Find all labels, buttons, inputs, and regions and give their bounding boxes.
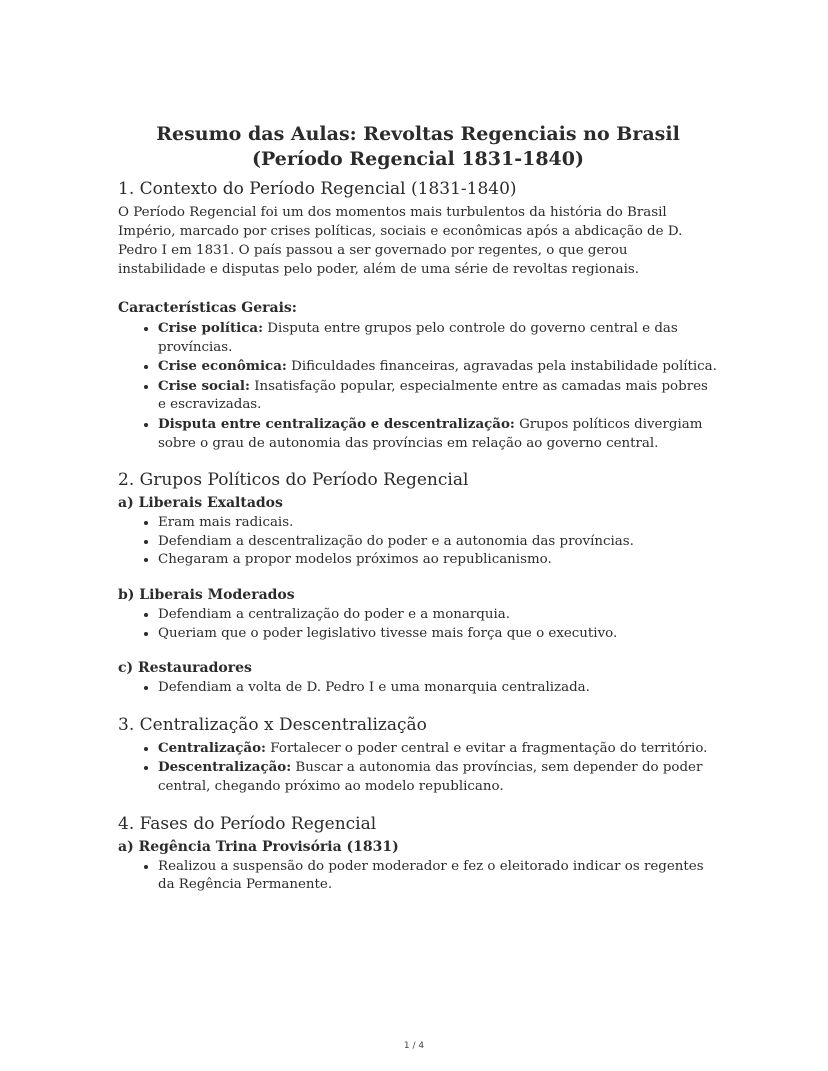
- item-term: Crise política:: [158, 320, 264, 336]
- item-text: Buscar a autonomia das províncias, sem depender do poder central, chegando próximo ao modelo republicano.: [158, 760, 703, 794]
- list-item: • Realizou a suspensão do poder moderador e fez o eleitorado indicar os regentes da Regência Permanente.: [158, 858, 718, 895]
- item-term: Disputa entre centralização e descentralização:: [158, 415, 515, 432]
- list-item: [158, 377, 718, 415]
- centralization-list: [118, 739, 718, 797]
- list-item: • Defendiam a volta de D. Pedro I e uma monarquia centralizada.: [158, 679, 718, 698]
- item-term: Crise econômica:: [158, 358, 287, 375]
- group-liberais-exaltados-heading: a) Liberais Exaltados: [118, 495, 283, 512]
- characteristics-list: [118, 319, 718, 453]
- item-text: Dificuldades financeiras, agravadas pela instabilidade política.: [286, 359, 717, 375]
- item-term: Centralização:: [158, 739, 266, 756]
- item-text: Grupos políticos divergiam sobre o grau de autonomia das províncias em relação ao governo central.: [158, 416, 703, 451]
- list-item: [158, 415, 718, 453]
- group-liberais-moderados-list: [118, 606, 718, 643]
- list-item: • Chegaram a propor modelos próximos ao republicanismo.: [158, 551, 718, 570]
- item-term: Crise social:: [158, 377, 250, 394]
- list-item: • Defendiam a descentralização do poder e a autonomia das províncias.: [158, 533, 718, 552]
- section-4-heading: 4. Fases do Período Regencial: [118, 813, 377, 834]
- regencia-trina-list: [118, 858, 718, 895]
- characteristics-heading: Características Gerais:: [118, 300, 297, 316]
- section-3-heading: 3. Centralização x Descentralização: [118, 714, 427, 735]
- list-item: • Queriam que o poder legislativo tivesse mais força que o executivo.: [158, 625, 718, 644]
- list-item: [158, 758, 718, 796]
- item-text: Disputa entre grupos pelo controle do governo central e das províncias.: [158, 321, 678, 355]
- regencia-trina-heading: a) Regência Trina Provisória (1831): [118, 838, 399, 855]
- item-term: Descentralização:: [158, 759, 292, 776]
- section-1-paragraph: O Período Regencial foi um dos momentos mais turbulentos da história do Brasil Império, marcado por crises políticas, sociais e econômicas após a abdicação de D. Pedro I em 1831. O país passou a ser governado por regentes, o que gerou instabilidade e disputas pelo poder, além de uma série de revoltas regionais.: [118, 205, 683, 277]
- list-item: • Defendiam a centralização do poder e a monarquia.: [158, 606, 718, 625]
- group-restauradores-list: [118, 679, 718, 698]
- list-item: [158, 357, 718, 377]
- list-item: • Eram mais radicais.: [158, 514, 718, 533]
- item-text: Fortalecer o poder central e evitar a fragmentação do território.: [266, 740, 708, 756]
- section-1-heading: 1. Contexto do Período Regencial (1831-1840): [118, 179, 517, 199]
- document-content: [118, 122, 718, 895]
- group-liberais-moderados-heading: b) Liberais Moderados: [118, 586, 295, 603]
- document-title: Resumo das Aulas: Revoltas Regenciais no Brasil (Período Regencial 1831-1840): [156, 123, 680, 170]
- group-liberais-exaltados-list: [118, 514, 718, 570]
- list-item: [158, 319, 718, 357]
- section-2-heading: 2. Grupos Políticos do Período Regencial: [118, 470, 469, 491]
- group-restauradores-heading: c) Restauradores: [118, 660, 252, 677]
- page-number: 1 / 4: [403, 1041, 425, 1051]
- item-text: Insatisfação popular, especialmente entre as camadas mais pobres e escravizadas.: [158, 378, 708, 413]
- list-item: [158, 739, 718, 759]
